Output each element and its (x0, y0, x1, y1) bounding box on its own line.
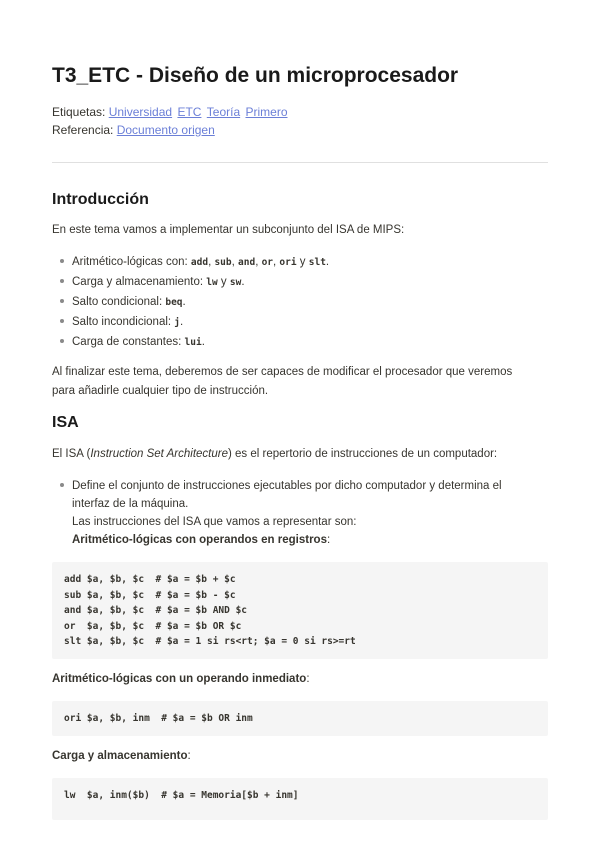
code-line: add $a, $b, $c # $a = $b + $c (64, 574, 236, 585)
bullet-dot (60, 339, 64, 343)
tag-link-universidad[interactable]: Universidad (108, 105, 173, 119)
reference-row (52, 123, 215, 137)
code-line: sub $a, $b, $c # $a = $b - $c (64, 589, 236, 601)
code-line: slt $a, $b, $c # $a = 1 si rs<rt; $a = 0 si rs>=rt (64, 636, 356, 647)
list-item-continuation: interfaz de la máquina. (72, 498, 189, 510)
list-item: Carga y almacenamiento: lw y sw. (60, 276, 245, 288)
reference-link[interactable]: Documento origen (116, 123, 215, 137)
code-line: and $a, $b, $c # $a = $b AND $c (64, 605, 248, 616)
code-block-inmediato (52, 701, 548, 736)
code-block-carga (52, 778, 548, 820)
intro-closing-line-1: Al finalizar este tema, deberemos de ser capaces de modificar el procesador que veremos (52, 366, 513, 378)
code-line: lw $a, inm($b) # $a = Memoria[$b + inm] (64, 790, 299, 801)
list-item: Salto incondicional: j. (60, 316, 183, 328)
immediate-label: Aritmético-lógicas con un operando inmediato: (52, 673, 310, 685)
reference-label: Referencia: (52, 123, 114, 137)
bullet-dot (60, 259, 64, 263)
list-item: Aritmético-lógicas con: add, sub, and, or, ori y slt. (60, 256, 329, 268)
load-store-label: Carga y almacenamiento: (52, 750, 191, 762)
section-heading-introduccion: Introducción (52, 191, 149, 208)
list-item-continuation: Las instrucciones del ISA que vamos a representar son: (72, 516, 357, 528)
code-block-registros (52, 562, 548, 659)
registers-label: Aritmético-lógicas con operandos en registros: (72, 534, 331, 546)
tags-label: Etiquetas: (52, 105, 106, 119)
page-title: T3_ETC - Diseño de un microprocesador (52, 64, 459, 87)
tags-row (52, 105, 288, 119)
list-item: Define el conjunto de instrucciones ejecutables por dicho computador y determina el (60, 480, 502, 492)
intro-lead: En este tema vamos a implementar un subconjunto del ISA de MIPS: (52, 224, 405, 236)
bullet-dot (60, 279, 64, 283)
list-item: Carga de constantes: lui. (60, 336, 205, 348)
code-line: or $a, $b, $c # $a = $b OR $c (64, 620, 242, 632)
tag-link-primero[interactable]: Primero (245, 105, 288, 119)
bullet-dot (60, 483, 64, 487)
code-line: ori $a, $b, inm # $a = $b OR inm (64, 713, 253, 724)
intro-closing-line-2: para añadirle cualquier tipo de instrucción. (52, 385, 269, 397)
section-heading-isa: ISA (52, 414, 79, 431)
divider (52, 162, 548, 163)
isa-definition: El ISA (Instruction Set Architecture) es el repertorio de instrucciones de un computador: (52, 448, 498, 460)
list-item: Salto condicional: beq. (60, 296, 186, 308)
tag-link-teoria[interactable]: Teoría (206, 105, 241, 119)
tag-link-etc[interactable]: ETC (177, 105, 202, 119)
bullet-dot (60, 299, 64, 303)
bullet-dot (60, 319, 64, 323)
